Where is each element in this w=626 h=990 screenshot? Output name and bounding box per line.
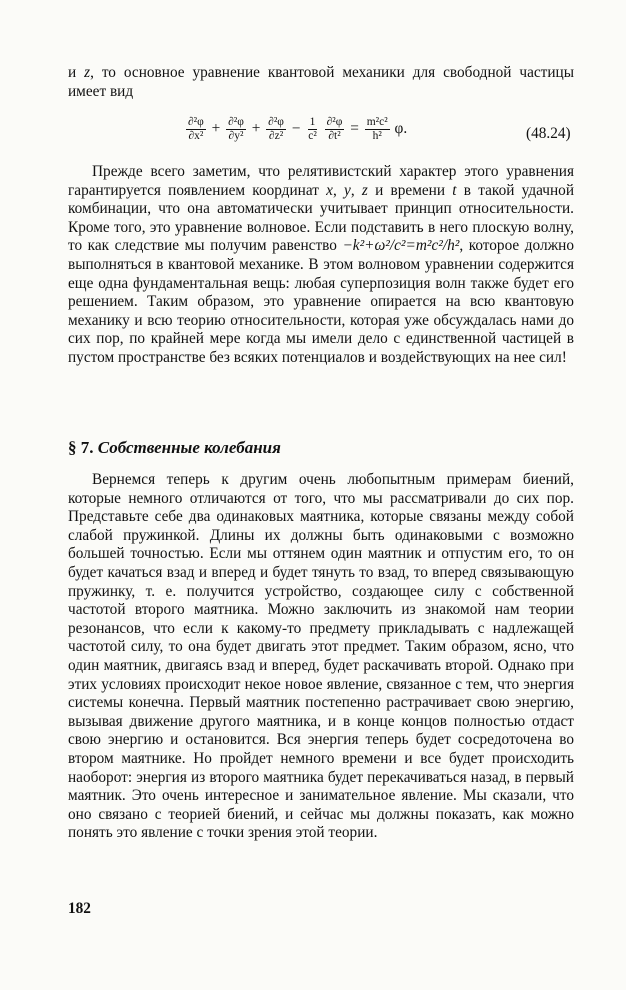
eq-t2-num: ∂²φ	[228, 116, 244, 128]
eq-t1-num: ∂²φ	[188, 116, 204, 128]
eq-t1-den: ∂x²	[188, 130, 204, 142]
para1-var-t: t	[452, 181, 457, 199]
paragraph-coupled-pendulums: Вернемся теперь к другим очень любопытным примерам биений, которые немного отличаются от того, что мы рассматривали до сих пор. Представьте себе два одинаковых маятника, которые связаны между собой слабой пружинкой. Длины их должны быть одинаковыми с возможно большей точностью. Если мы оттянем один маятник и отпустим его, то он будет качаться взад и вперед и будет тянуть то взад, то вперед связывающую пружинку, т. е. получится устройство, создающее силу с собственной частотой второго маятника. Можно заключить из знакомой нам теории резонансов, что если к какому-то предмету прикладывать с надлежащей частотой силу, то она будет двигать этот предмет. Таким образом, ясно, что один маятник, двигаясь взад и вперед, будет раскачивать второй. Однако при этих условиях происходит некое новое явление, связанное с тем, что энергия системы конечна. Первый маятник постепенно растрачивает свою энергию, вызывая движение другого маятника, и в конце концов полностью отдаст свою энергию и остановится. Вся энергия теперь будет сосредоточена во втором маятнике. Но пройдет немного времени и все будет происходить наоборот: энергия из второго маятника будет перекачиваться назад, в первый маятник. Это очень интересное и занимательное явление. Мы сказали, что оно связано с теорией биений, и сейчас мы должны показать, как можно понять это явление с точки зрения этой теории.	[68, 471, 574, 842]
eq-t6-num: m²c²	[366, 116, 388, 128]
para1-text-3: в такой удачной комбинации, что она автоматически учитывает принцип относительности. Кроме того, это уравнение волновое. Если подставить в него плоскую волну, то как следствие мы получим равенство	[68, 181, 575, 255]
para1-text-2: и времени	[367, 181, 453, 199]
eq-tail-phi: φ.	[394, 120, 408, 138]
para1-var-x: x	[326, 181, 333, 199]
section-number: § 7.	[68, 438, 94, 457]
eq-t4-num: 1	[309, 116, 316, 128]
equation-48-24	[0, 112, 626, 152]
paragraph-relativity	[68, 163, 574, 368]
eq-t4-den: c²	[308, 130, 317, 142]
section-heading	[68, 438, 281, 458]
intro-text-before: и	[68, 64, 85, 81]
eq-t5-num: ∂²φ	[326, 116, 343, 128]
para1-text-1: Прежде всего заметим, что релятивистский характер этого уравнения гарантируется появлением координат	[68, 163, 574, 199]
eq-t2-den: ∂y²	[228, 130, 244, 142]
para1-comma-2: ,	[350, 181, 362, 199]
eq-t6-den: h²	[372, 130, 382, 142]
para1-var-y: y	[344, 181, 351, 199]
eq-frac-d2phi-dz2	[266, 116, 286, 143]
equation-number: (48.24)	[526, 125, 571, 142]
eq-plus-1: +	[211, 120, 221, 138]
para1-var-z: z	[361, 181, 368, 199]
eq-equals: =	[350, 120, 359, 138]
eq-frac-d2phi-dy2	[226, 116, 246, 143]
para1-text-4: , которое должно выполняться в квантовой механике. В этом волновом уравнении содержится еще одна фундаментальная вещь: любая суперпозиция волн также будет его решением. Таким образом, это уравнение опирается на всю квантовую механику и всю теорию относительности, которая уже обсуждалась нами до сих пор, по крайней мере когда мы имели дело с единственной частицей в пустом пространстве без всяких потенциалов и воздействующих на нее сил!	[68, 237, 574, 366]
intro-text-after: , то основное уравнение квантовой механики для свободной частицы имеет вид	[68, 64, 574, 100]
eq-frac-1-c2	[306, 116, 319, 143]
para1-formula: −k²+ω²/c²=m²c²/h²	[342, 237, 460, 255]
eq-frac-d2phi-dx2	[186, 116, 206, 143]
eq-minus: −	[291, 120, 301, 138]
page-number: 182	[68, 900, 91, 917]
para1-comma-1: ,	[332, 181, 345, 199]
section-title: Собственные колебания	[97, 438, 281, 457]
eq-frac-m2c2-h2	[365, 116, 390, 143]
eq-t3-num: ∂²φ	[268, 116, 284, 128]
equation-body	[185, 116, 407, 143]
eq-plus-2: +	[251, 120, 261, 138]
eq-t5-den: ∂t²	[328, 130, 341, 142]
eq-t3-den: ∂z²	[268, 130, 284, 142]
intro-var-z: z	[84, 64, 91, 81]
intro-paragraph	[68, 64, 574, 101]
eq-frac-d2phi-dt2	[325, 116, 345, 143]
